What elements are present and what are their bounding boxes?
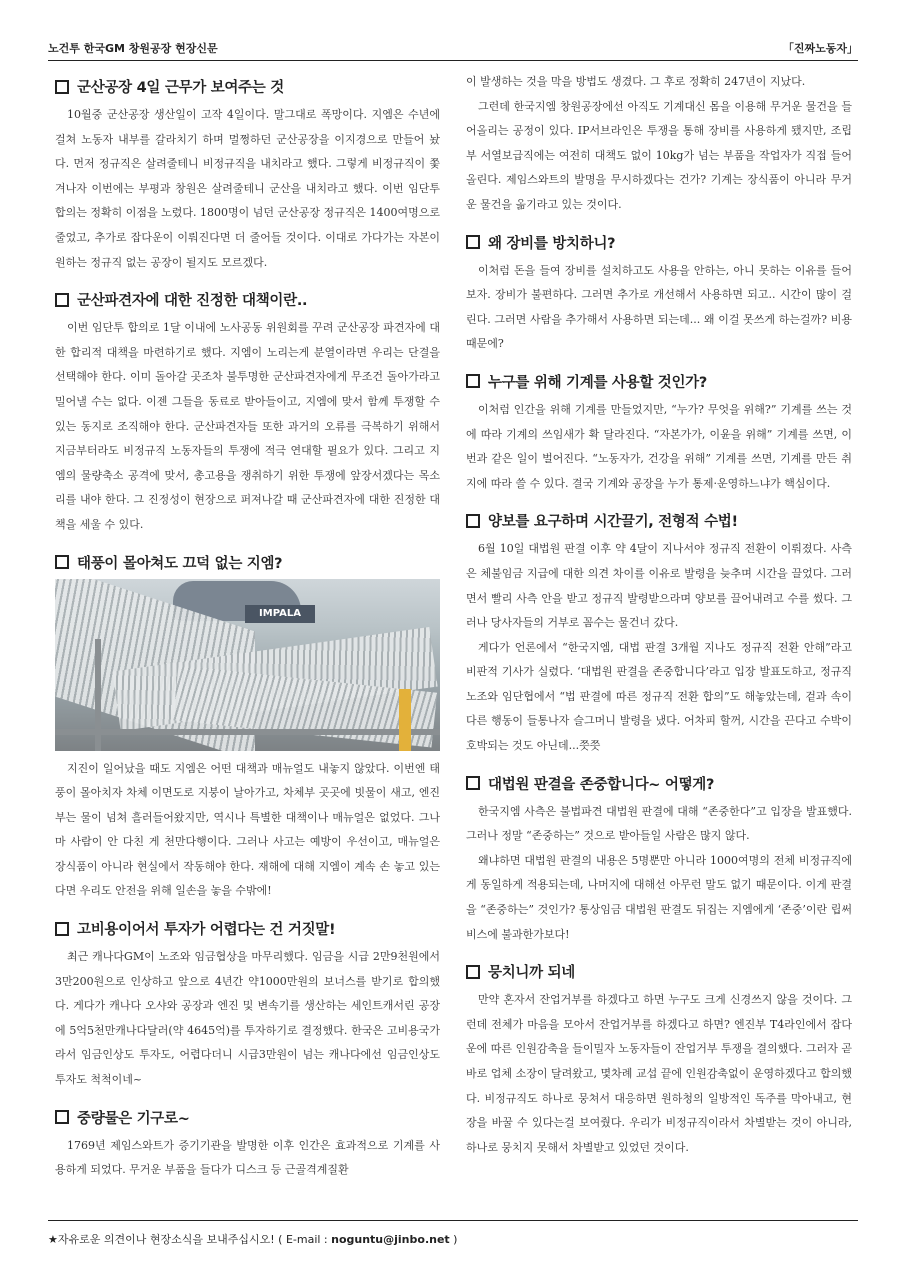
article-title-text: 뭉치니까 되네 (488, 965, 575, 982)
page-header (48, 36, 858, 61)
steel-beam (55, 729, 440, 735)
bullet-square-icon (55, 922, 69, 936)
article-title-text: 왜 장비를 방치하니? (488, 235, 616, 252)
car-sign: IMPALA (245, 605, 315, 623)
article-title (55, 1107, 440, 1128)
article-section (466, 773, 852, 948)
right-column (466, 70, 852, 1174)
article-section (466, 232, 852, 357)
bullet-square-icon (55, 293, 69, 307)
article-title-text: 누구를 위해 기계를 사용할 것인가? (488, 374, 708, 391)
bullet-square-icon (466, 965, 480, 979)
article-paragraph: 지진이 일어났을 때도 지엠은 어떤 대책과 매뉴얼도 내놓지 않았다. 이번엔 태풍이 몰아치자 차체 이면도로 지붕이 날아가고, 차체부 곳곳에 빗물이 새고, 엔진부는 물이 넘쳐 흘러들어왔지만, 역시나 특별한 대책이나 매뉴얼은 없었다. 그나마 사람이 안 다친 게 천만다행이다. 그러나 사고는 예방이 우선이고, 매뉴얼은 장식품이 아니라 현실에서 작동해야 한다. 재해에 대해 지엠이 계속 손 놓고 있는다면 우리도 안전을 위해 일손을 놓을 수밖에! (55, 761, 440, 898)
article-paragraph: 최근 캐나다GM이 노조와 임금협상을 마무리했다. 임금을 시급 2만9천원에서 3만200원으로 인상하고 앞으로 4년간 약1000만원의 보너스를 받기로 합의했다. 게다가 캐나다 오샤와 공장과 엔진 및 변속기를 생산하는 세인트캐서린 공장에 5억5천만캐나다달러(약 4645억)를 투자하기로 결정했다. 한국은 고비용국가라서 임금인상도 투자도, 어렵다더니 시급3만원이 넘는 캐나다에선 임금인상도 투자도 척척이네~ (55, 950, 440, 1087)
footer-text (48, 1231, 457, 1247)
article-paragraph: 이처럼 돈을 들여 장비를 설치하고도 사용을 안하는, 아니 못하는 이유를 들어보자. 장비가 불편하다. 그러면 추가로 개선해서 사용하면 되고.. 시간이 많이 걸린다. 그러면 사람을 추가해서 사용하면 되는데... 왜 이걸 못쓰게 하는걸까? 비용 때문에? (466, 263, 852, 351)
bullet-square-icon (466, 374, 480, 388)
article-section (55, 76, 440, 275)
article-paragraph: 1769년 제임스와트가 증기기관을 발명한 이후 인간은 효과적으로 기계를 사용하게 되었다. 무거운 부품을 들다가 디스크 등 근골격계질환 (55, 1138, 440, 1177)
article-section (55, 552, 440, 905)
steel-beam (95, 639, 101, 751)
article-title (466, 773, 852, 794)
article-paragraph: 만약 혼자서 잔업거부를 하겠다고 하면 누구도 크게 신경쓰지 않을 것이다. 그런데 전체가 마음을 모아서 잔업거부를 하겠다고 하면? 엔진부 T4라인에서 잡다운에 따른 인원감축을 들이밀자 노동자들이 잔업거부 투쟁을 결의했다. 그러자 곧바로 업체 소장이 달려왔고, 몇차례 교섭 끝에 인원감축없이 운영하겠다고 합의했다. 비정규직도 하나로 뭉쳐서 대응하면 원하청의 일방적인 독주를 막아내고, 현장을 바꿀 수 있다는걸 보여줬다. 우리가 비정규직이라서 차별받는 것이 아니라, 하나로 뭉치지 못해서 차별받고 있었던 것이다. (466, 993, 852, 1154)
bullet-square-icon (466, 514, 480, 528)
article-title (55, 918, 440, 939)
bullet-square-icon (55, 80, 69, 94)
bullet-square-icon (466, 235, 480, 249)
bullet-square-icon (55, 1110, 69, 1124)
article-paragraph: 이 발생하는 것을 막을 방법도 생겼다. 그 후로 정확히 247년이 지났다. (466, 75, 806, 88)
article-section (55, 918, 440, 1093)
yellow-post (399, 689, 411, 751)
article-title (55, 289, 440, 310)
article-title-text: 대법원 판결을 존중합니다~ 어떻게? (488, 776, 715, 793)
publication-title: 「진짜노동자」 (782, 42, 858, 55)
article-paragraph: 그런데 한국지엠 창원공장에선 아직도 기계대신 몸을 이용해 무거운 물건을 들어올리는 공정이 있다. IP서브라인은 투쟁을 통해 장비를 사용하게 됐지만, 조립부 서열보급직에는 여전히 대책도 없이 10kg가 넘는 부품을 작업자가 직접 들어올린다. 제임스와트의 발명을 무시하겠다는 건가? 기계는 장식품이 아니라 무거운 물건을 옮기라고 있는 것이다. (466, 99, 852, 211)
article-title (55, 552, 440, 573)
article-title (466, 961, 852, 982)
article-title-text: 고비용이어서 투자가 어렵다는 건 거짓말! (77, 922, 336, 939)
article-title (55, 76, 440, 97)
article-title (466, 510, 852, 531)
article-paragraph: 6월 10일 대법원 판결 이후 약 4달이 지나서야 정규직 전환이 이뤄졌다. 사측은 체불임금 지급에 대한 의견 차이를 이유로 발령을 늦추며 시간을 끌었다. 그러면서 빨리 사측 안을 받고 정규직 발령받으라며 양보를 끌어내려고 수를 썼다. 그러나 당사자들의 거부로 꼼수는 물건너 갔다. (466, 542, 852, 630)
article-section (55, 1107, 440, 1183)
article-title (466, 371, 852, 392)
article-paragraph: 한국지엠 사측은 불법파견 대법원 판결에 대해 “존중한다”고 입장을 발표했다. 그러나 정말 “존중하는” 것으로 받아들일 사람은 많지 않다. (466, 804, 852, 843)
newsletter-name: 노건투 한국GM 창원공장 현장신문 (48, 42, 218, 55)
article-paragraph: 이처럼 인간을 위해 기계를 만들었지만, “누가? 무엇을 위해?” 기계를 쓰는 것에 따라 기계의 쓰임새가 확 달라진다. “자본가가, 이윤을 위해” 기계를 쓰면, 이번과 같은 일이 벌어진다. “노동자가, 건강을 위해” 기계를 쓰면, 기계를 만든 취지에 따라 쓸 수 있다. 결국 기계와 공장을 누가 통제·운영하느냐가 핵심이다. (466, 402, 852, 490)
bullet-square-icon (55, 555, 69, 569)
article-section (466, 371, 852, 496)
footer-prefix: ★자유로운 의견이나 현장소식을 보내주십시오! ( E-mail : (48, 1233, 332, 1246)
article-section (466, 70, 852, 218)
page-footer (48, 1220, 858, 1251)
article-paragraph: 이번 임단투 합의로 1달 이내에 노사공동 위원회를 꾸려 군산공장 파견자에 대한 합리적 대책을 마련하기로 했다. 지엠이 노리는게 분열이라면 우리는 단결을 선택해야 한다. 이미 돌아갈 곳조차 불투명한 군산파견자에게 무조건 돌아가라고 밀어낼 수는 없다. 이젠 그들을 동료로 받아들이고, 지엠에 맞서 함께 투쟁할 수 있는 동지로 조직해야 한다. 군산파견자들 또한 과거의 오류를 극복하기 위해서 지금부터라도 비정규직 노동자들의 투쟁에 적극 연대할 필요가 있다. 그리고 지엠의 물량축소 공격에 맞서, 총고용을 쟁취하기 위한 투쟁에 앞장서겠다는 목소리를 내야 한다. 그 진정성이 현장으로 퍼져나갈 때 군산파견자에 대한 진정한 대책을 세울 수 있다. (55, 321, 440, 531)
article-section (466, 510, 852, 758)
article-title-text: 중량물은 기구로~ (77, 1110, 190, 1127)
article-paragraph: 왜냐하면 대법원 판결의 내용은 5명뿐만 아니라 1000여명의 전체 비정규직에게 동일하게 적용되는데, 나머지에 대해선 아무런 말도 없기 때문이다. 이게 판결을 “존중하는” 것인가? 통상임금 대법원 판결도 뒤집는 지엠에게 ‘존중’이란 립써비스에 불과한가보다! (466, 853, 852, 941)
article-title-text: 태풍이 몰아쳐도 끄덕 없는 지엠? (77, 555, 283, 572)
bullet-square-icon (466, 776, 480, 790)
footer-email[interactable]: noguntu@jinbo.net (331, 1233, 450, 1246)
article-title-text: 양보를 요구하며 시간끌기, 전형적 수법! (488, 514, 738, 531)
article-section (55, 289, 440, 537)
left-column (55, 70, 440, 1197)
article-title-text: 군산공장 4일 근무가 보여주는 것 (77, 80, 284, 96)
article-title-text: 군산파견자에 대한 진정한 대책이란.. (77, 293, 308, 310)
article-paragraph: 게다가 언론에서 “한국지엠, 대법 판결 3개월 지나도 정규직 전환 안해”라고 비판적 기사가 실렸다. ‘대법원 판결을 존중합니다’라고 입장 발표도하고, 정규직노조와 임단협에서 “법 판결에 따른 정규직 전환 합의”도 해놓았는데, 겉과 속이 다른 행동이 들통나자 슬그머니 발령을 냈다. 어차피 할꺼, 시간을 끈다고 수박이 호박되는 것도 아닌데...쯧쯧 (466, 640, 852, 753)
article-paragraph: 10월중 군산공장 생산일이 고작 4일이다. 말그대로 폭망이다. 지엠은 수년에 걸쳐 노동자 내부를 갈라치기 하며 멀쩡하던 군산공장을 이지경으로 만들어 놨다. 먼저 정규직은 살려줄테니 비정규직을 내치라고 했다. 그렇게 비정규직이 쫓겨나자 이번에는 부평과 창원은 살려줄테니 군산을 내치라고 했다. 이번 임단투 합의는 정확히 이점을 노렸다. 1800명이 넘던 군산공장 정규직은 1400여명으로 줄었고, 추가로 잡다운이 이뤄진다면 더 줄어들 것이다. 이대로 가다가는 자본이 원하는 정규직 없는 공장이 될지도 모르겠다. (55, 108, 440, 269)
article-title (466, 232, 852, 253)
footer-suffix: ) (449, 1233, 458, 1246)
article-section (466, 961, 852, 1160)
typhoon-damage-photo (55, 579, 440, 751)
